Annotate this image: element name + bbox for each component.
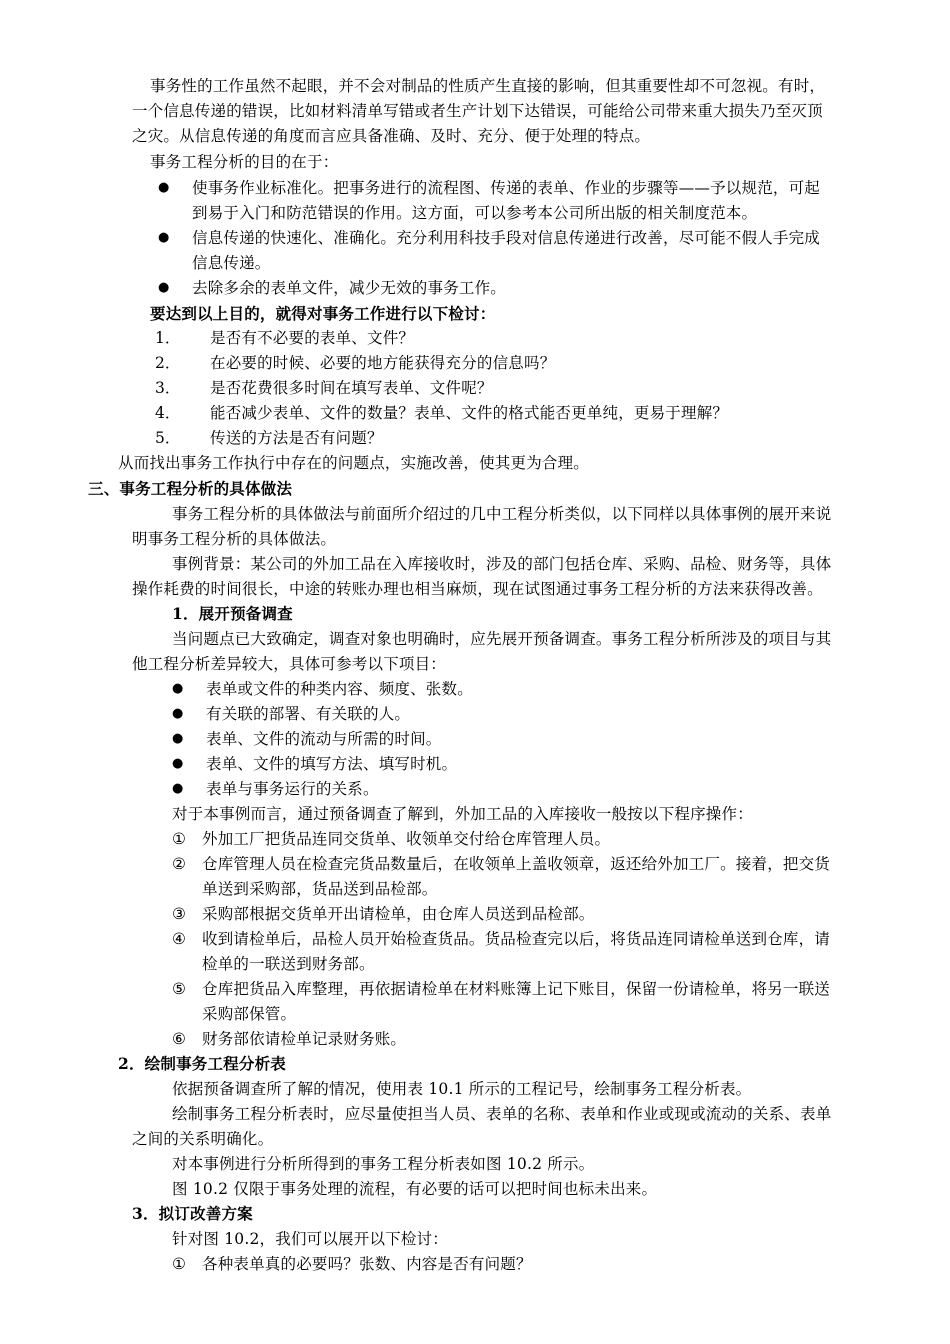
- list-number: 5．: [155, 429, 181, 447]
- paragraph-line: 之灾。从信息传递的角度而言应具备准确、及时、充分、便于处理的特点。: [132, 127, 651, 145]
- bullet-icon: ●: [172, 731, 184, 746]
- list-item: 仓库把货品入库整理，再依据请检单在材料账簿上记下账目，保留一份请检单，将另一联送: [202, 980, 831, 998]
- list-item: 信息传递。: [192, 254, 271, 272]
- list-item: 到易于入门和防范错误的作用。这方面，可以参考本公司所出版的相关制度范本。: [192, 204, 758, 222]
- paragraph-line: 一个信息传递的错误，比如材料清单写错或者生产计划下达错误，可能给公司带来重大损失乃至灭顶: [132, 102, 823, 120]
- paragraph-line: 从而找出事务工作执行中存在的问题点，实施改善，使其更为合理。: [118, 454, 590, 472]
- list-number: ③: [172, 905, 186, 923]
- paragraph-line: 绘制事务工程分析表时，应尽量使担当人员、表单的名称、表单和作业或现或流动的关系、表单: [172, 1105, 832, 1123]
- bullet-icon: ●: [172, 706, 184, 721]
- list-item: 去除多余的表单文件，减少无效的事务工作。: [192, 279, 507, 297]
- list-number: ①: [172, 830, 186, 848]
- list-item: 有关联的部署、有关联的人。: [206, 705, 411, 723]
- paragraph-line: 事务性的工作虽然不起眼，并不会对制品的性质产生直接的影响，但其重要性却不可忽视。有时，: [150, 77, 826, 95]
- list-item: 单送到采购部，货品送到品检部。: [202, 880, 438, 898]
- step-title: 3．拟订改善方案: [132, 1204, 253, 1223]
- step-title: 1．展开预备调查: [172, 604, 293, 623]
- section-heading: 要达到以上目的，就得对事务工作进行以下检讨：: [150, 304, 496, 323]
- list-item: 仓库管理人员在检查完货品数量后，在收领单上盖收领章，返还给外加工厂。接着，把交货: [202, 855, 831, 873]
- list-item: 表单、文件的填写方法、填写时机。: [206, 755, 458, 773]
- bullet-icon: ●: [158, 180, 170, 195]
- paragraph-line: 事务工程分析的具体做法与前面所介绍过的几中工程分析类似，以下同样以具体事例的展开来说: [172, 505, 832, 523]
- bullet-icon: ●: [158, 230, 170, 245]
- paragraph-line: 操作耗费的时间很长，中途的转账办理也相当麻烦，现在试图通过事务工程分析的方法来获得改善。: [132, 580, 823, 598]
- paragraph-line: 对本事例进行分析所得到的事务工程分析表如图 10.2 所示。: [172, 1155, 595, 1173]
- list-item: 信息传递的快速化、准确化。充分利用科技手段对信息传递进行改善，尽可能不假人手完成: [192, 229, 821, 247]
- list-item: 使事务作业标准化。把事务进行的流程图、传递的表单、作业的步骤等——予以规范，可起: [192, 179, 821, 197]
- list-number: ①: [172, 1255, 186, 1273]
- paragraph-line: 当问题点已大致确定，调查对象也明确时，应先展开预备调查。事务工程分析所涉及的项目与其: [172, 630, 832, 648]
- paragraph-line: 对于本事例而言，通过预备调查了解到，外加工品的入库接收一般按以下程序操作：: [172, 805, 753, 823]
- list-item: 采购部保管。: [202, 1005, 297, 1023]
- list-item: 是否花费很多时间在填写表单、文件呢？: [210, 379, 493, 397]
- list-item: 收到请检单后，品检人员开始检查货品。货品检查完以后，将货品连同请检单送到仓库，请: [202, 930, 831, 948]
- bullet-icon: ●: [158, 280, 170, 295]
- list-item: 表单、文件的流动与所需的时间。: [206, 730, 442, 748]
- paragraph-line: 之间的关系明确化。: [132, 1130, 274, 1148]
- paragraph-line: 图 10.2 仅限于事务处理的流程，有必要的话可以把时间也标未出来。: [172, 1180, 658, 1198]
- list-item: 表单与事务运行的关系。: [206, 780, 379, 798]
- list-item: 各种表单真的必要吗？张数、内容是否有问题？: [202, 1255, 532, 1273]
- section-title: 三、事务工程分析的具体做法: [88, 479, 293, 498]
- list-item: 是否有不必要的表单、文件？: [210, 329, 415, 347]
- paragraph-line: 明事务工程分析的具体做法。: [132, 530, 337, 548]
- list-item: 外加工厂把货品连同交货单、收领单交付给仓库管理人员。: [202, 830, 611, 848]
- list-number: ④: [172, 930, 186, 948]
- list-item: 财务部依请检单记录财务账。: [202, 1030, 407, 1048]
- bullet-icon: ●: [172, 781, 184, 796]
- paragraph-line: 依据预备调查所了解的情况，使用表 10.1 所示的工程记号，绘制事务工程分析表。: [172, 1080, 752, 1098]
- list-number: ②: [172, 855, 186, 873]
- paragraph-line: 针对图 10.2，我们可以展开以下检讨：: [172, 1230, 448, 1248]
- list-number: ⑤: [172, 980, 186, 998]
- paragraph-line: 事务工程分析的目的在于：: [150, 153, 339, 171]
- step-title: 2．绘制事务工程分析表: [118, 1054, 286, 1073]
- list-item: 采购部根据交货单开出请检单，由仓库人员送到品检部。: [202, 905, 595, 923]
- list-number: ⑥: [172, 1030, 186, 1048]
- paragraph-line: 事例背景：某公司的外加工品在入库接收时，涉及的部门包括仓库、采购、品检、财务等，具体: [172, 555, 832, 573]
- list-item: 传送的方法是否有问题？: [210, 429, 383, 447]
- list-number: 2．: [155, 354, 181, 372]
- list-item: 表单或文件的种类内容、频度、张数。: [206, 680, 473, 698]
- list-number: 3．: [155, 379, 181, 397]
- list-item: 在必要的时候、必要的地方能获得充分的信息吗？: [210, 354, 556, 372]
- list-number: 4．: [155, 404, 181, 422]
- bullet-icon: ●: [172, 681, 184, 696]
- list-number: 1．: [155, 329, 181, 347]
- list-item: 检单的一联送到财务部。: [202, 955, 375, 973]
- bullet-icon: ●: [172, 756, 184, 771]
- list-item: 能否减少表单、文件的数量？表单、文件的格式能否更单纯，更易于理解？: [210, 404, 729, 422]
- paragraph-line: 他工程分析差异较大，具体可参考以下项目：: [132, 655, 447, 673]
